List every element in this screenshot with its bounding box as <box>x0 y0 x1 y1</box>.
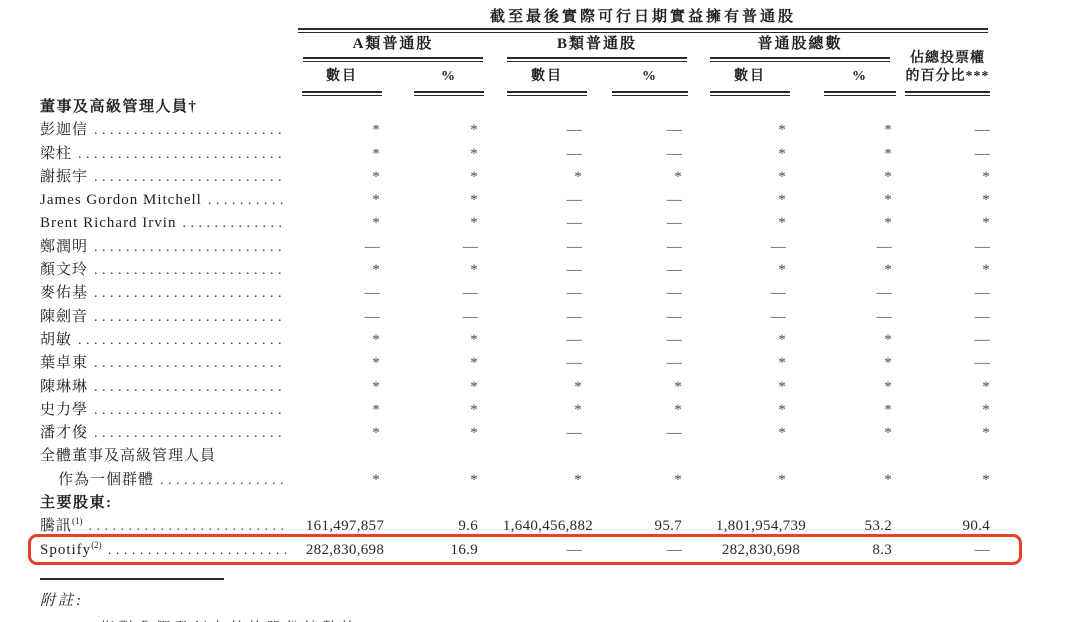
shareholder-name: 彭迦信 ..... <box>40 119 290 142</box>
table-cell: — <box>770 285 786 302</box>
table-body <box>40 96 1080 562</box>
dotted-leader <box>94 399 286 422</box>
table-row <box>40 422 1000 445</box>
section-header-row <box>40 492 1000 515</box>
shareholder-name: 陳劍音 ..... <box>40 306 290 329</box>
col-header-percent-total: % <box>824 62 896 96</box>
table-cell: * <box>470 355 478 372</box>
footnote-divider <box>40 578 224 580</box>
dotted-leader <box>160 469 286 492</box>
table-cell: * <box>982 168 990 185</box>
table-cell: — <box>974 331 990 348</box>
shareholder-name: Spotify$^{(2)}$ ..... <box>40 539 290 562</box>
table-cell: — <box>566 285 582 302</box>
table-cell: — <box>566 541 582 558</box>
table-cell: * <box>884 145 892 162</box>
table-cell: — <box>462 308 478 325</box>
table-cell: * <box>674 378 682 395</box>
shareholder-name: 陳琳琳 ..... <box>40 376 290 399</box>
table-cell: * <box>778 331 786 348</box>
table-cell: 1,801,954,739 <box>715 518 807 535</box>
table-cell: * <box>470 122 478 139</box>
voting-power-header <box>896 36 1000 96</box>
group-header-label: B類普通股 <box>556 36 637 52</box>
footnotes-label: 附註: <box>40 592 84 609</box>
table-cell: — <box>462 285 478 302</box>
shareholding-table <box>40 6 1080 562</box>
dotted-leader <box>94 422 286 445</box>
shareholder-name: 騰訊$^{(1)}$ ..... <box>40 515 290 538</box>
table-row <box>40 212 1000 235</box>
table-cell: * <box>470 425 478 442</box>
section-label: 董事及高級管理人員† <box>40 99 198 115</box>
table-cell: — <box>974 541 990 558</box>
voting-header-line2: 的百分比*** <box>905 69 990 84</box>
table-row <box>40 166 1000 189</box>
shareholder-name: 梁柱 ..... <box>40 143 290 166</box>
table-cell: 90.4 <box>962 518 990 535</box>
group-header-label: 普通股總數 <box>757 36 843 52</box>
table-row <box>40 119 1000 142</box>
table-cell: — <box>566 308 582 325</box>
table-cell: — <box>666 425 682 442</box>
table-cell: * <box>470 331 478 348</box>
table-row <box>40 236 1000 259</box>
group-header-class-b <box>484 36 688 62</box>
table-cell: — <box>770 238 786 255</box>
table-cell: 95.7 <box>654 518 682 535</box>
table-cell: * <box>372 168 380 185</box>
table-cell: * <box>884 425 892 442</box>
table-cell: * <box>470 215 478 232</box>
table-cell: * <box>372 122 380 139</box>
table-cell: — <box>974 145 990 162</box>
table-cell: 1,640,456,882 <box>502 518 594 535</box>
table-cell: — <box>666 238 682 255</box>
table-cell: — <box>364 238 380 255</box>
table-cell: * <box>982 401 990 418</box>
table-cell: 8.3 <box>872 541 892 558</box>
table-cell: — <box>770 308 786 325</box>
dotted-leader <box>94 166 286 189</box>
table-cell: * <box>778 215 786 232</box>
table-cell: — <box>566 192 582 209</box>
dotted-leader <box>94 119 286 142</box>
table-cell: * <box>470 168 478 185</box>
table-cell: * <box>982 425 990 442</box>
table-cell: * <box>982 262 990 279</box>
section-header-row <box>40 96 1000 119</box>
table-cell: — <box>974 238 990 255</box>
table-cell: * <box>884 401 892 418</box>
shareholder-name: 鄭潤明 ..... <box>40 236 290 259</box>
table-cell: — <box>666 541 682 558</box>
footnote-marker: (2) <box>91 539 102 550</box>
col-header-number-total: 數目 <box>688 62 824 96</box>
col-header-percent-a: % <box>414 62 484 96</box>
shareholder-name: 胡敏 ..... <box>40 329 290 352</box>
table-cell: — <box>566 238 582 255</box>
table-row <box>40 306 1000 329</box>
table-cell: * <box>778 192 786 209</box>
col-header-percent-b: % <box>612 62 688 96</box>
table-cell: — <box>666 145 682 162</box>
footnote-clipped-line <box>100 617 1080 622</box>
table-cell: * <box>884 471 892 488</box>
table-cell: * <box>470 145 478 162</box>
table-cell: * <box>778 425 786 442</box>
table-cell: — <box>876 238 892 255</box>
table-row <box>40 539 1000 562</box>
table-cell: * <box>884 262 892 279</box>
table-cell: 53.2 <box>864 518 892 535</box>
table-cell: * <box>982 215 990 232</box>
dotted-leader <box>182 212 286 235</box>
table-cell: * <box>884 355 892 372</box>
shareholder-name: James Gordon Mitchell ..... <box>40 189 290 212</box>
table-row <box>40 445 1000 492</box>
table-row <box>40 282 1000 305</box>
table-cell: * <box>982 378 990 395</box>
table-cell: 282,830,698 <box>721 541 801 558</box>
table-cell: — <box>876 308 892 325</box>
table-cell: 9.6 <box>458 518 478 535</box>
table-cell: * <box>372 262 380 279</box>
table-cell: * <box>674 471 682 488</box>
dotted-leader <box>94 306 286 329</box>
table-cell: — <box>566 122 582 139</box>
table-cell: — <box>364 285 380 302</box>
table-cell: * <box>470 401 478 418</box>
table-cell: * <box>470 378 478 395</box>
table-header <box>40 6 1000 96</box>
table-cell: * <box>884 192 892 209</box>
table-cell: * <box>982 471 990 488</box>
title-rule <box>290 28 1000 36</box>
shareholder-name: 葉卓東 ..... <box>40 352 290 375</box>
dotted-leader <box>89 515 286 538</box>
dotted-leader <box>94 352 286 375</box>
table-cell: * <box>884 331 892 348</box>
table-cell: * <box>470 192 478 209</box>
table-cell: * <box>372 378 380 395</box>
dotted-leader <box>94 236 286 259</box>
table-cell: * <box>372 215 380 232</box>
table-cell: — <box>566 145 582 162</box>
shareholder-name: Brent Richard Irvin ..... <box>40 212 290 235</box>
shareholder-name: 潘才俊 ..... <box>40 422 290 445</box>
col-header-number-a: 數目 <box>290 62 414 96</box>
table-cell: — <box>974 122 990 139</box>
table-cell: * <box>574 378 582 395</box>
dotted-leader <box>78 329 286 352</box>
shareholder-name: 顏文玲 ..... <box>40 259 290 282</box>
table-cell: * <box>778 122 786 139</box>
table-row <box>40 399 1000 422</box>
table-cell: * <box>372 355 380 372</box>
dotted-leader <box>94 259 286 282</box>
table-row <box>40 515 1000 538</box>
group-header-class-a <box>290 36 484 62</box>
table-cell: 161,497,857 <box>305 518 385 535</box>
table-cell: * <box>884 168 892 185</box>
table-cell: — <box>666 285 682 302</box>
table-cell: — <box>566 331 582 348</box>
group-header-label: A類普通股 <box>352 36 434 52</box>
table-cell: * <box>884 215 892 232</box>
table-cell: — <box>666 215 682 232</box>
table-cell: * <box>778 471 786 488</box>
table-cell: — <box>974 285 990 302</box>
table-cell: — <box>974 355 990 372</box>
table-cell: * <box>982 192 990 209</box>
table-cell: * <box>778 262 786 279</box>
table-cell: * <box>778 378 786 395</box>
table-row <box>40 189 1000 212</box>
shareholder-name: 謝振宇 ..... <box>40 166 290 189</box>
table-cell: — <box>462 238 478 255</box>
table-cell: * <box>574 471 582 488</box>
table-cell: — <box>666 355 682 372</box>
table-cell: * <box>372 331 380 348</box>
shareholder-name: 史力學 ..... <box>40 399 290 422</box>
table-row <box>40 259 1000 282</box>
section-label: 主要股東: <box>40 495 113 512</box>
table-cell: * <box>674 401 682 418</box>
table-cell: * <box>372 401 380 418</box>
table-cell: * <box>778 401 786 418</box>
table-cell: — <box>566 215 582 232</box>
table-cell: * <box>372 471 380 488</box>
table-cell: * <box>372 425 380 442</box>
table-row <box>40 352 1000 375</box>
table-cell: — <box>876 285 892 302</box>
table-cell: * <box>778 145 786 162</box>
group-header-total <box>688 36 896 62</box>
table-row <box>40 329 1000 352</box>
table-cell: * <box>674 168 682 185</box>
table-cell: — <box>666 192 682 209</box>
table-cell: * <box>574 401 582 418</box>
table-cell: * <box>884 122 892 139</box>
col-header-number-b: 數目 <box>484 62 612 96</box>
dotted-leader <box>208 189 286 212</box>
table-cell: * <box>470 262 478 279</box>
footnote-marker: (1) <box>72 516 83 527</box>
dotted-leader <box>78 143 286 166</box>
table-cell: — <box>566 355 582 372</box>
table-cell: — <box>666 122 682 139</box>
dotted-leader <box>108 539 286 562</box>
table-cell: — <box>364 308 380 325</box>
table-row <box>40 143 1000 166</box>
table-cell: — <box>566 262 582 279</box>
shareholder-name: 麥佑基 ..... <box>40 282 290 305</box>
dotted-leader <box>94 282 286 305</box>
table-cell: * <box>574 168 582 185</box>
table-cell: — <box>666 308 682 325</box>
table-cell: * <box>884 378 892 395</box>
table-cell: — <box>974 308 990 325</box>
table-cell: 16.9 <box>450 541 478 558</box>
table-title: 截至最後實際可行日期實益擁有普通股 <box>489 9 796 25</box>
voting-header-line1: 佔總投票權 <box>910 51 985 66</box>
table-cell: * <box>372 145 380 162</box>
table-cell: * <box>372 192 380 209</box>
table-cell: * <box>778 355 786 372</box>
table-cell: — <box>666 262 682 279</box>
table-cell: * <box>778 168 786 185</box>
table-cell: — <box>666 331 682 348</box>
table-cell: 282,830,698 <box>305 541 385 558</box>
table-cell: * <box>470 471 478 488</box>
table-cell: — <box>566 425 582 442</box>
dotted-leader <box>94 376 286 399</box>
table-row <box>40 376 1000 399</box>
shareholder-name: 全體董事及高級管理人員 作為一個群體 ..... <box>40 445 290 492</box>
